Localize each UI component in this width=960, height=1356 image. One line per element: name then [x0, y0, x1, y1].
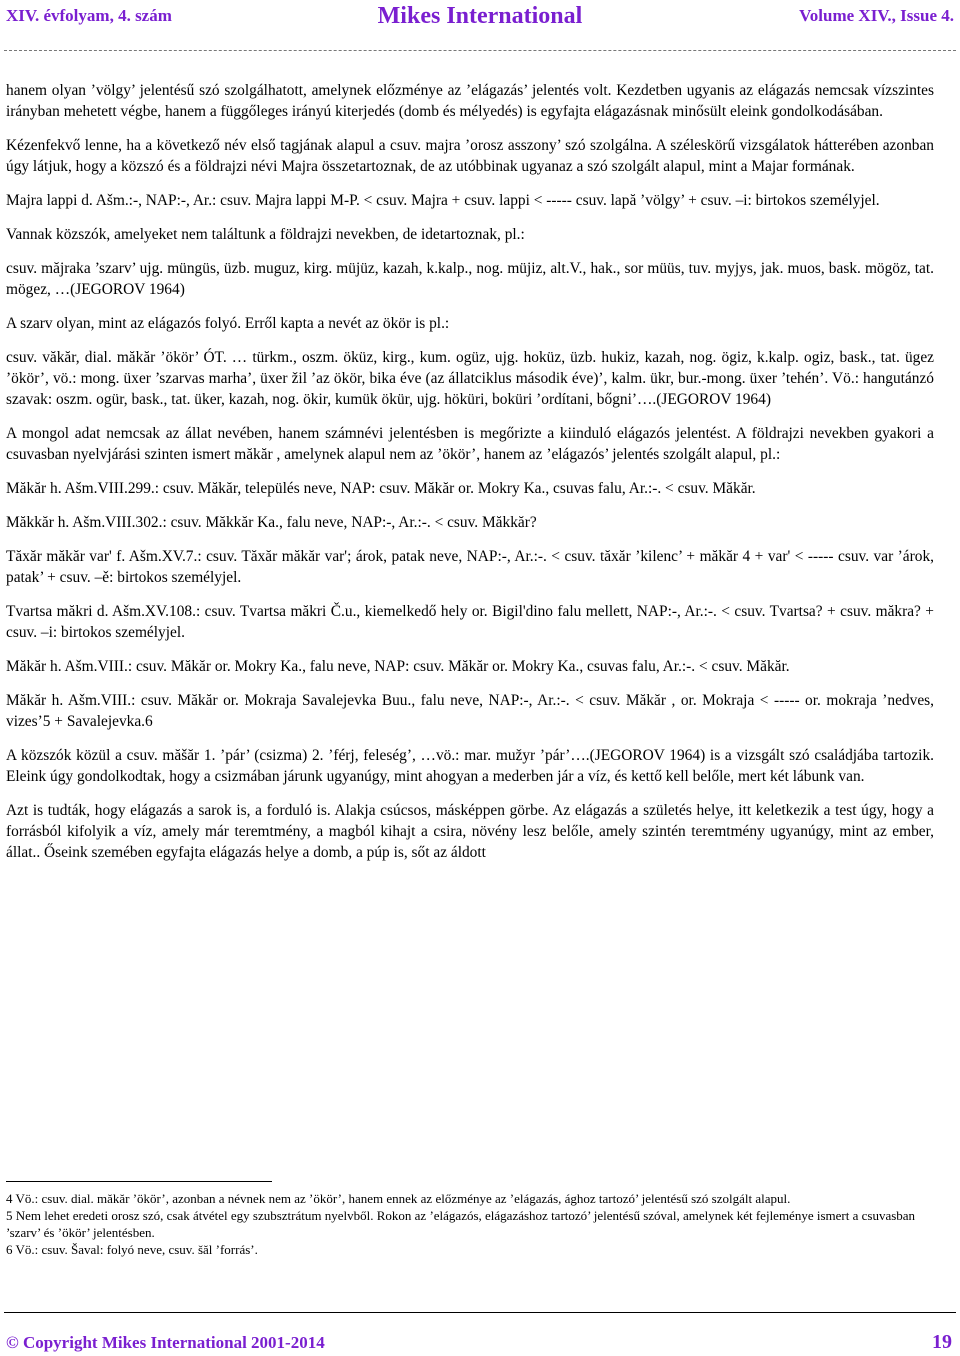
copyright: © Copyright Mikes International 2001-2014 — [6, 1333, 325, 1352]
footnotes — [6, 1190, 934, 1258]
footnote: 4 Vö.: csuv. dial. măkăr ’ökör’, azonban a névnek nem az ’ökör’, hanem ennek az előzménye az ’elágazás, ághoz tartozó’ jelentésű szó szolgált alapul. — [6, 1191, 791, 1206]
footer-rule — [4, 1312, 956, 1313]
page-number: 19 — [932, 1331, 952, 1353]
paragraph: A mongol adat nemcsak az állat nevében, hanem számnévi jelentésben is megőrizte a kiinduló elágazós jelentést. A földrajzi nevekben gyakori a csuvasban nyelvjárási szinten ismert măkăr , amelynek alapul nem az ’ökör’, hanem az ’elágazós’ jelentés szolgált alapul, pl.: — [6, 425, 934, 463]
paragraph: Majra lappi d. Ašm.:-, NAP:-, Ar.: csuv. Majra lappi M-P. < csuv. Majra + csuv. lappi < ----- csuv. lapă ’völgy’ + csuv. –i: birtokos személyjel. — [6, 192, 880, 209]
paragraph: Kézenfekvő lenne, ha a következő név első tagjának alapul a csuv. majra ’orosz asszony’ szó szolgálna. A széleskörű vizsgálatok hátterében azonban úgy látjuk, hogy a közszó és a földrajzi névi Majra összetartoznak, de az utóbbinak ugyanaz a szó szolgált alapul, mint a Majar formának. — [6, 137, 934, 175]
paragraph: Măkăr h. Ašm.VIII.: csuv. Măkăr or. Mokry Ka., falu neve, NAP: csuv. Măkăr or. Mokry Ka., csuvas falu, Ar.:-. < csuv. Măkăr. — [6, 658, 790, 675]
paragraph: Vannak közszók, amelyeket nem találtunk a földrajzi nevekben, de idetartoznak, pl.: — [6, 226, 525, 243]
paragraph: csuv. văkăr, dial. măkăr ’ökör’ ÓT. … türkm., oszm. öküz, kirg., kum. ogüz, ujg. hoküz, üzb. hukiz, kazah, nog. ögiz, k.kalp. ogiz, bask., tat. ügez ’ökör’, vö.: mong. üxer ’szarvas marha’, üxer žil ’az ökör, bika éve (az állatciklus második éve)’, kalm. ükr, bur.-mong. üxer ’tehén’. Vö.: hangutánzó szavak: oszm. ogür, bask., tat. üker, kazah, nog. ökir, kumük ökür, ujg. höküri, boküri ’ordítani, bőgni’….(JEGOROV 1964) — [6, 349, 934, 408]
footnote: 5 Nem lehet eredeti orosz szó, csak átvétel egy szubsztrátum nyelvből. Rokon az ’elágazós, elágazáshoz tartozó’ jelentésű szóval, amelynek két fejleménye ismert a csuvasban ’szarv’ és ’ökör’ jelentésben. — [6, 1208, 916, 1240]
paragraph: csuv. măjraka ’szarv’ ujg. müngüs, üzb. muguz, kirg. müjüz, kazah, k.kalp., nog. müjiz, alt.V., hak., sor müüs, tuv. myjys, jak. muos, bask. mögöz, tat. mögez, …(JEGOROV 1964) — [6, 260, 934, 298]
paragraph: hanem olyan ’völgy’ jelentésű szó szolgálhatott, amelynek előzménye az ’elágazás’ jelentés volt. Kezdetben ugyanis az elágazás nemcsak vízszintes irányban mehetett végbe, hanem a függőleges irányú kiterjedés (domb és mélyedés) is egyfajta elágazásnak minősült eleink gondolkodásában. — [6, 82, 934, 120]
paragraph: Măkăr h. Ašm.VIII.: csuv. Măkăr or. Mokraja Savalejevka Buu., falu neve, NAP:-, Ar.:-. < csuv. Măkăr , or. Mokraja < ----- or. mokraja ’nedves, vizes’5 + Savalejevka.6 — [6, 692, 934, 730]
volume-hungarian: XIV. évfolyam, 4. szám — [6, 6, 172, 25]
paragraph: Măkăr h. Ašm.VIII.299.: csuv. Măkăr, település neve, NAP: csuv. Măkăr or. Mokry Ka., csuvas falu, Ar.:-. < csuv. Măkăr. — [6, 480, 756, 497]
footnote-separator — [6, 1181, 272, 1182]
volume-english: Volume XIV., Issue 4. — [799, 6, 954, 25]
paragraph: Măkkăr h. Ašm.VIII.302.: csuv. Măkkăr Ka., falu neve, NAP:-, Ar.:-. < csuv. Măkkăr? — [6, 514, 537, 531]
paragraph: Tvartsa măkri d. Ašm.XV.108.: csuv. Tvartsa măkri Č.u., kiemelkedő hely or. Bigil'dino falu mellett, NAP:-, Ar.:-. < csuv. Tvartsa? + csuv. măkra? + csuv. –i: birtokos személyjel. — [6, 603, 934, 641]
paragraph: Tăxăr măkăr var' f. Ašm.XV.7.: csuv. Tăxăr măkăr var'; árok, patak neve, NAP:-, Ar.:-. < csuv. tăxăr ’kilenc’ + măkăr 4 + var' < ----- csuv. var ’árok, patak’ + csuv. –ě: birtokos személyjel. — [6, 548, 934, 586]
footnote: 6 Vö.: csuv. Šaval: folyó neve, csuv. šăl ’forrás’. — [6, 1242, 258, 1257]
page-header — [0, 0, 960, 40]
paragraph: A szarv olyan, mint az elágazós folyó. Erről kapta a nevét az ökör is pl.: — [6, 315, 450, 332]
header-rule — [4, 50, 956, 51]
paragraph: A közszók közül a csuv. măšăr 1. ’pár’ (csizma) 2. ’férj, feleség’, …vö.: mar. mužyr ’pár’….(JEGOROV 1964) is a vizsgált szó családjába tartozik. Eleink úgy gondolkodtak, hogy a csizmában járunk ugyanúgy, mint ahogyan a mederben jár a víz, és kettő kell belőle, mert két lábunk van. — [6, 747, 934, 785]
paragraph: Azt is tudták, hogy elágazás a sarok is, a forduló is. Alakja csúcsos, másképpen görbe. Az elágazás a születés helye, itt keletkezik a test úgy, hogy a forrásból kifolyik a víz, amely már teremtmény, a magból kihajt a csira, növény lesz belőle, amely szintén teremtmény ugyanúgy, mint az ember, állat.. Őseink szemében egyfajta elágazás helye a domb, a púp is, sőt az áldott — [6, 802, 934, 861]
journal-title: Mikes International — [377, 3, 583, 29]
article-body — [6, 80, 934, 876]
